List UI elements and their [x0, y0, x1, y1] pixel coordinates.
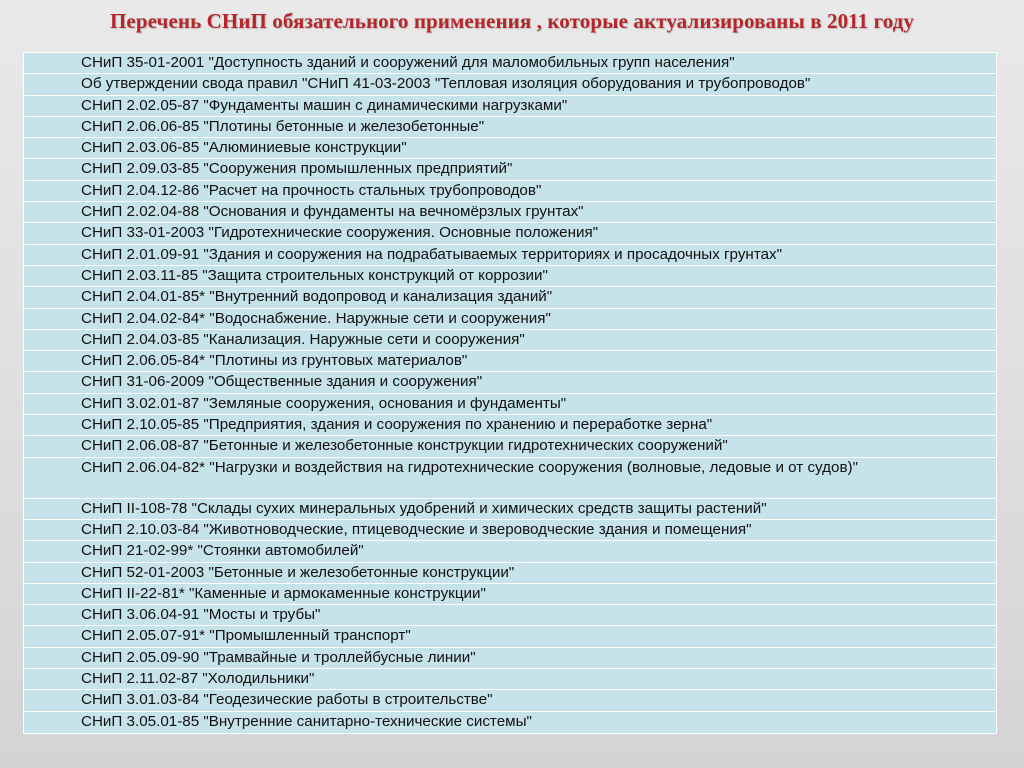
table-row: СНиП 2.02.04-88 "Основания и фундаменты на вечномёрзлых грунтах"	[24, 202, 996, 223]
table-row: СНиП 2.10.03-84 "Животноводческие, птицеводческие и звероводческие здания и помещения"	[24, 520, 996, 541]
table-row: СНиП 2.04.03-85 "Канализация. Наружные сети и сооружения"	[24, 330, 996, 351]
table-row: СНиП 3.02.01-87 "Земляные сооружения, основания и фундаменты"	[24, 394, 996, 415]
page-title: Перечень СНиП обязательного применения , которые актуализированы в 2011 году	[109, 9, 915, 33]
table-row: СНиП 2.06.08-87 "Бетонные и железобетонные конструкции гидротехнических сооружений"	[24, 436, 996, 457]
table-row: СНиП 21-02-99* "Стоянки автомобилей"	[24, 541, 996, 562]
table-row: СНиП 2.06.06-85 "Плотины бетонные и железобетонные"	[24, 117, 996, 138]
table-row: СНиП 2.05.07-91* "Промышленный транспорт"	[24, 626, 996, 647]
table-row: СНиП 33-01-2003 "Гидротехнические сооружения. Основные положения"	[24, 223, 996, 244]
table-row: СНиП 2.02.05-87 "Фундаменты машин с динамическими нагрузками"	[24, 96, 996, 117]
table-row: СНиП 52-01-2003 "Бетонные и железобетонные конструкции"	[24, 563, 996, 584]
table-row: СНиП 2.04.01-85* "Внутренний водопровод и канализация зданий"	[24, 287, 996, 308]
table-row: СНиП 2.04.02-84* "Водоснабжение. Наружные сети и сооружения"	[24, 309, 996, 330]
table-row: СНиП 3.06.04-91 "Мосты и трубы"	[24, 605, 996, 626]
table-row: СНиП 2.03.06-85 "Алюминиевые конструкции"	[24, 138, 996, 159]
table-row: СНиП 2.03.11-85 "Защита строительных конструкций от коррозии"	[24, 266, 996, 287]
table-row: СНиП II-108-78 "Склады сухих минеральных удобрений и химических средств защиты растений"	[24, 499, 996, 520]
table-row: СНиП 2.01.09-91 "Здания и сооружения на подрабатываемых территориях и просадочных грунтах"	[24, 245, 996, 266]
table-row: СНиП 3.01.03-84 "Геодезические работы в строительстве"	[24, 690, 996, 711]
table-row: Об утверждении свода правил "СНиП 41-03-2003 "Тепловая изоляция оборудования и трубопроводов"	[24, 74, 996, 95]
table-row: СНиП 31-06-2009 "Общественные здания и сооружения"	[24, 372, 996, 393]
table-row: СНиП 2.10.05-85 "Предприятия, здания и сооружения по хранению и переработке зерна"	[24, 415, 996, 436]
table-row: СНиП 2.06.05-84* "Плотины из грунтовых материалов"	[24, 351, 996, 372]
table-row: СНиП 2.09.03-85 "Сооружения промышленных предприятий"	[24, 159, 996, 180]
snip-table	[23, 52, 997, 734]
table-row: СНиП 2.11.02-87 "Холодильники"	[24, 669, 996, 690]
table-row: СНиП 3.05.01-85 "Внутренние санитарно-технические системы"	[24, 712, 996, 733]
table-row: СНиП 35-01-2001 "Доступность зданий и сооружений для маломобильных групп населения"	[24, 53, 996, 74]
table-row: СНиП 2.06.04-82* "Нагрузки и воздействия на гидротехнические сооружения (волновые, ледовые и от судов)"	[24, 458, 996, 499]
table-row: СНиП 2.05.09-90 "Трамвайные и троллейбусные линии"	[24, 648, 996, 669]
table-row: СНиП II-22-81* "Каменные и армокаменные конструкции"	[24, 584, 996, 605]
table-row: СНиП 2.04.12-86 "Расчет на прочность стальных трубопроводов"	[24, 181, 996, 202]
